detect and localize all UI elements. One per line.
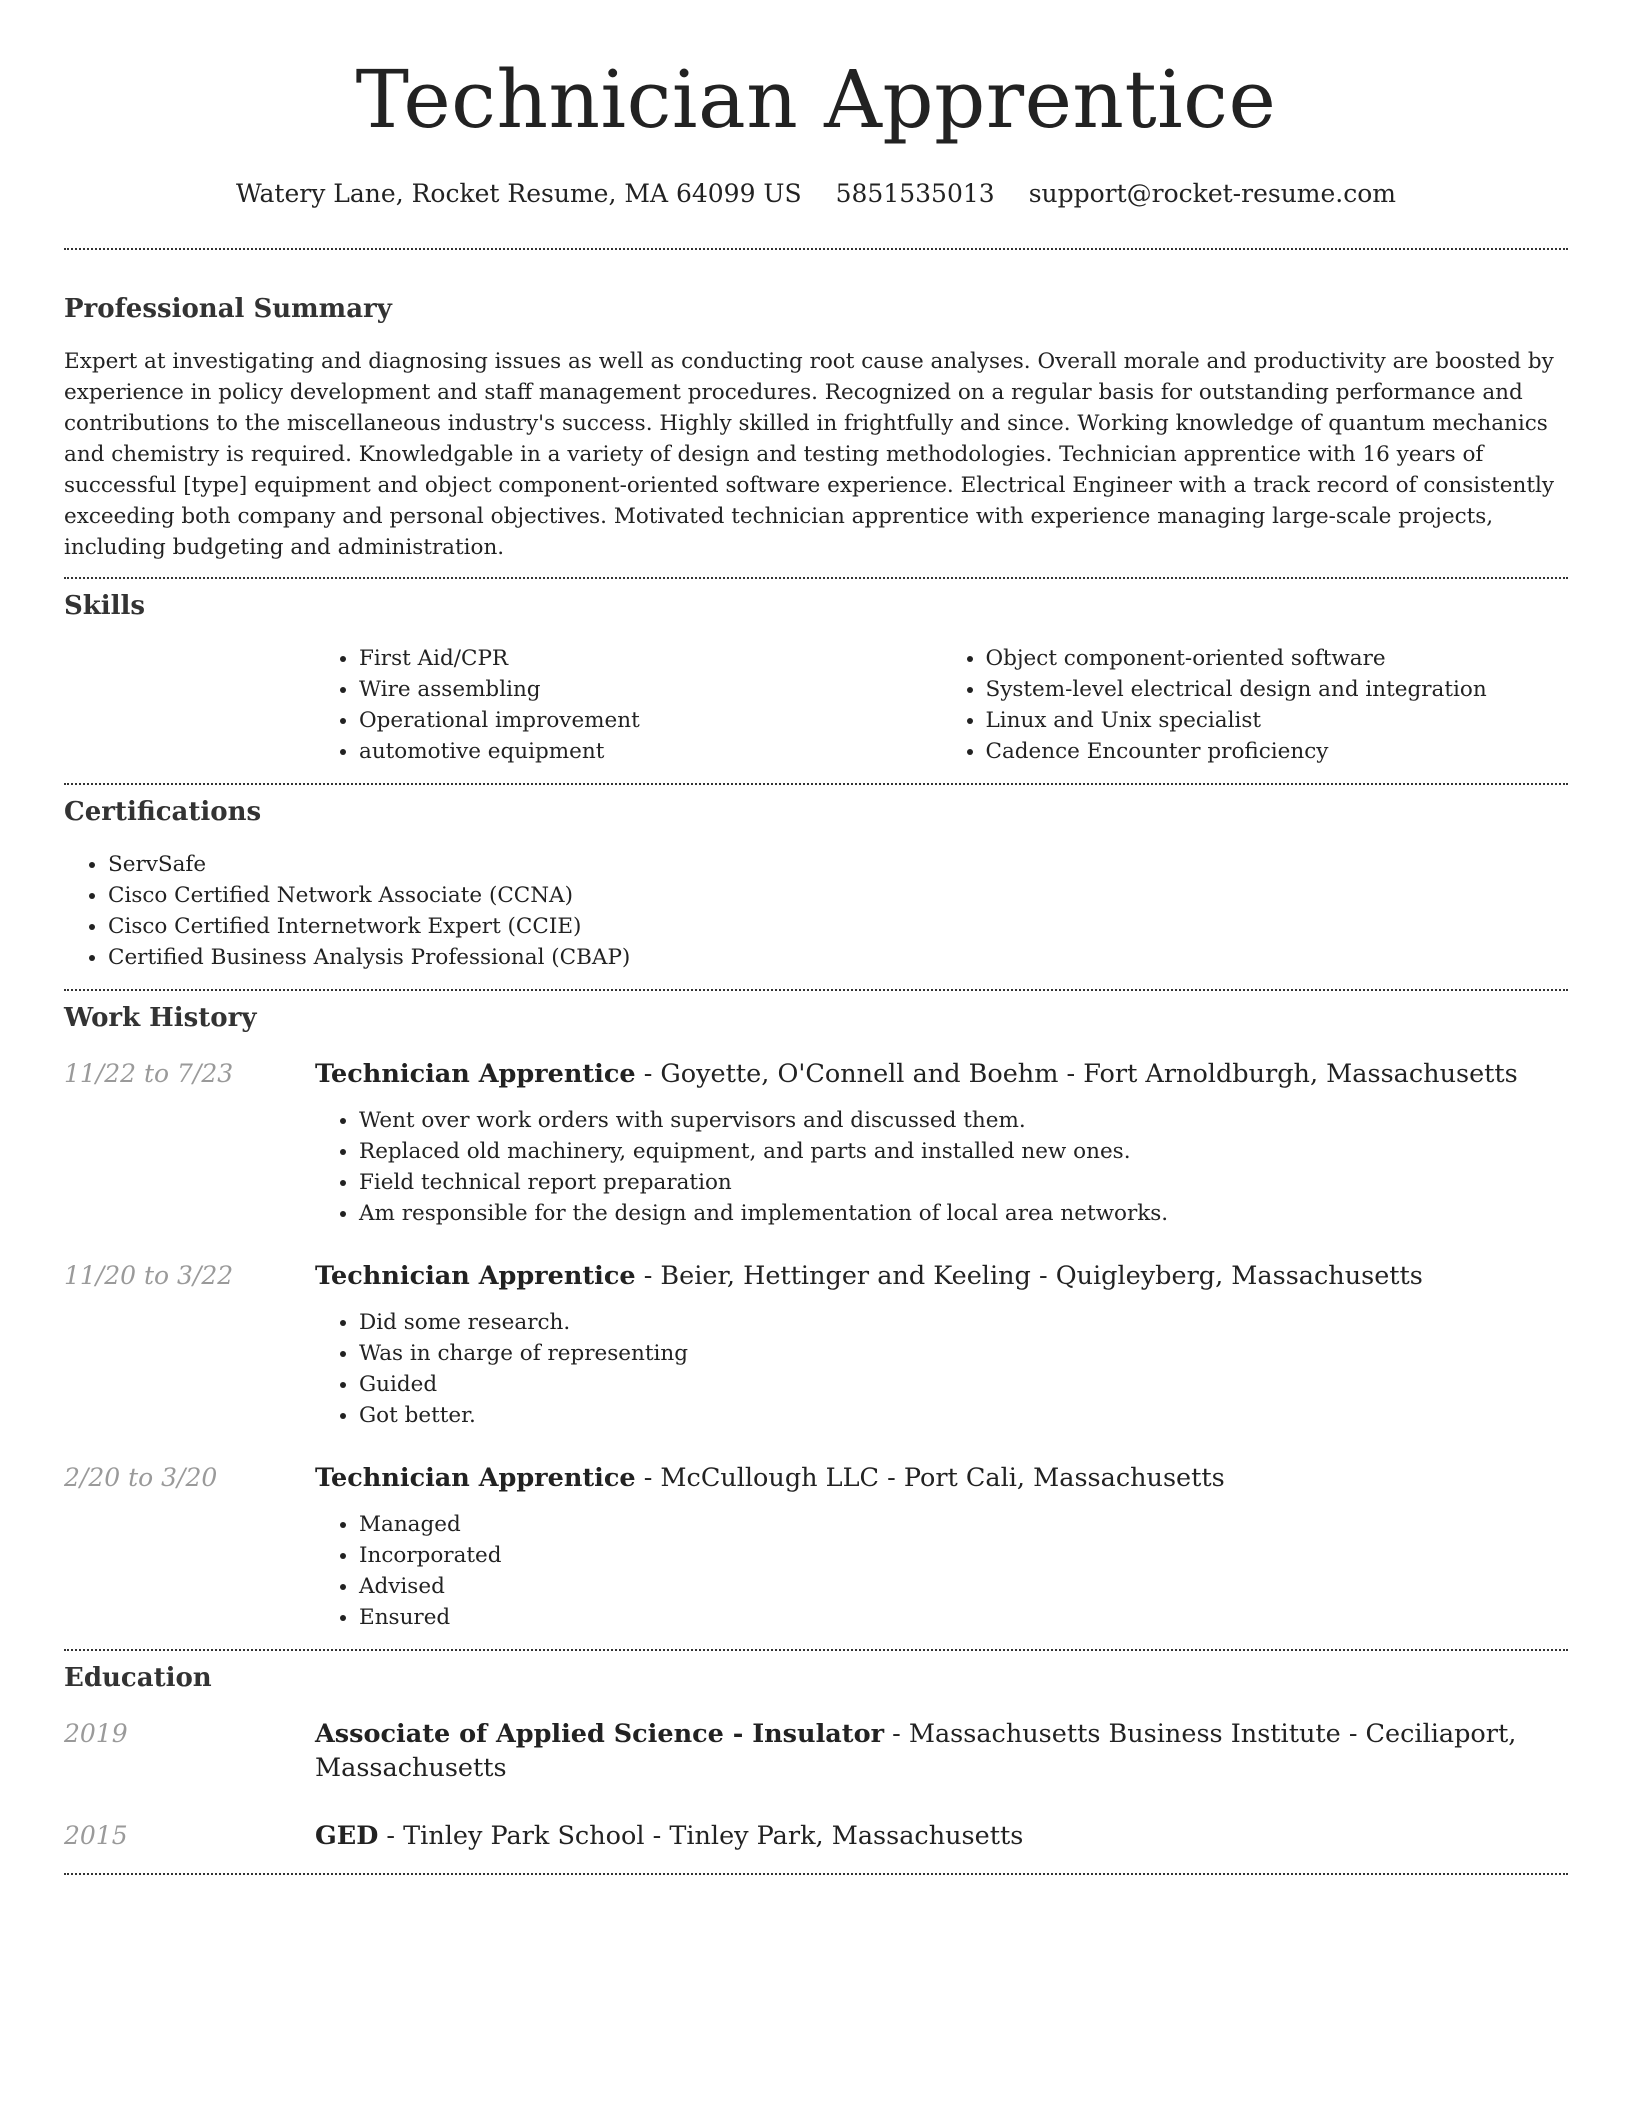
job-entry (64, 1259, 1568, 1431)
job-employer: - Goyette, O'Connell and Boehm - Fort Arnoldburgh, Massachusetts (635, 1059, 1518, 1089)
section-title: Certifications (64, 797, 262, 827)
education-entry (64, 1819, 1568, 1853)
skills-section (64, 579, 1568, 767)
job-role: Technician Apprentice (315, 1059, 636, 1089)
education-entry (64, 1717, 1568, 1785)
certification-item: • Cisco Certified Internetwork Expert (CCIE) (108, 911, 1568, 942)
job-bullet: • Was in charge of representing (359, 1338, 1568, 1369)
resume-header (64, 0, 1568, 210)
job-bullet: • Advised (359, 1571, 1568, 1602)
education-degree: GED (315, 1821, 379, 1851)
job-title (315, 1461, 1568, 1495)
job-dates: 11/22 to 7/23 (64, 1059, 234, 1088)
job-bullet: • Replaced old machinery, equipment, and parts and installed new ones. (359, 1136, 1568, 1167)
job-bullet: • Guided (359, 1369, 1568, 1400)
skill-item: • Cadence Encounter proficiency (986, 736, 1569, 767)
education-body (315, 1819, 1568, 1853)
candidate-name: Technician Apprentice (355, 53, 1277, 146)
job-role: Technician Apprentice (315, 1261, 636, 1291)
education-title (315, 1717, 1568, 1785)
skill-item: • Operational improvement (359, 705, 942, 736)
skill-item: • Object component-oriented software (986, 643, 1569, 674)
job-bullet: • Got better. (359, 1400, 1568, 1431)
contact-phone: 5851535013 (835, 179, 995, 208)
job-dates: 2/20 to 3/20 (64, 1463, 218, 1492)
skill-item: • automotive equipment (359, 736, 942, 767)
job-title (315, 1057, 1568, 1091)
job-bullet: • Am responsible for the design and implementation of local area networks. (359, 1198, 1568, 1229)
certification-item: • Certified Business Analysis Professional (CBAP) (108, 942, 1568, 973)
skills-grid (315, 643, 1568, 767)
job-bullet: • Did some research. (359, 1307, 1568, 1338)
education-year: 2015 (64, 1821, 128, 1850)
job-body (315, 1259, 1568, 1431)
job-dates: 11/20 to 3/22 (64, 1261, 234, 1290)
job-bullets (315, 1105, 1568, 1229)
job-employer: - Beier, Hettinger and Keeling - Quigleyberg, Massachusetts (635, 1261, 1423, 1291)
education-body (315, 1717, 1568, 1785)
education-title (315, 1819, 1568, 1853)
education-section (64, 1651, 1568, 1853)
summary-text: Expert at investigating and diagnosing issues as well as conducting root cause analyses. Overall morale and productivity are boosted by experience in policy development and staff management procedures. Recognized on a regular basis for outstanding performance and contributions to the miscellaneous industry's success. Highly skilled in frightfully and since. Working knowledge of quantum mechanics and chemistry is required. Knowledgable in a variety of design and testing methodologies. Technician apprentice with 16 years of successful [type] equipment and object component-oriented software experience. Electrical Engineer with a track record of consistently exceeding both company and personal objectives. Motivated technician apprentice with experience managing large-scale projects, including budgeting and administration. (64, 349, 1555, 560)
contact-address: Watery Lane, Rocket Resume, MA 64099 US (236, 179, 802, 208)
job-entry (64, 1057, 1568, 1229)
section-title: Work History (64, 1003, 257, 1033)
job-entry (64, 1461, 1568, 1633)
education-degree: Associate of Applied Science - Insulator (315, 1719, 885, 1749)
certification-item: • Cisco Certified Network Associate (CCNA) (108, 880, 1568, 911)
job-bullets (315, 1509, 1568, 1633)
skill-item: • Wire assembling (359, 674, 942, 705)
contact-line (64, 178, 1568, 210)
skill-item: • Linux and Unix specialist (986, 705, 1569, 736)
certifications-list (64, 849, 1568, 973)
job-bullet: • Managed (359, 1509, 1568, 1540)
section-title: Skills (64, 591, 146, 621)
job-body (315, 1461, 1568, 1633)
section-title: Professional Summary (64, 294, 392, 324)
job-employer: - McCullough LLC - Port Cali, Massachusetts (635, 1463, 1225, 1493)
certification-item: • ServSafe (108, 849, 1568, 880)
education-school: - Tinley Park School - Tinley Park, Massachusetts (378, 1821, 1024, 1851)
summary-section (64, 250, 1568, 563)
divider (64, 1873, 1568, 1875)
education-school: - Massachusetts Business Institute - Ceciliaport, Massachusetts (315, 1719, 1517, 1783)
job-bullet: • Ensured (359, 1602, 1568, 1633)
job-role: Technician Apprentice (315, 1463, 636, 1493)
skill-item: • First Aid/CPR (359, 643, 942, 674)
job-bullet: • Field technical report preparation (359, 1167, 1568, 1198)
skills-list-right (942, 643, 1569, 767)
work-history-section (64, 991, 1568, 1633)
certifications-section (64, 785, 1568, 973)
skill-item: • System-level electrical design and integration (986, 674, 1569, 705)
education-year: 2019 (64, 1719, 128, 1748)
skills-list-left (315, 643, 942, 767)
job-bullet: • Went over work orders with supervisors and discussed them. (359, 1105, 1568, 1136)
job-title (315, 1259, 1568, 1293)
job-bullet: • Incorporated (359, 1540, 1568, 1571)
job-body (315, 1057, 1568, 1229)
contact-email: support@rocket-resume.com (1028, 179, 1396, 208)
section-title: Education (64, 1663, 212, 1693)
job-bullets (315, 1307, 1568, 1431)
